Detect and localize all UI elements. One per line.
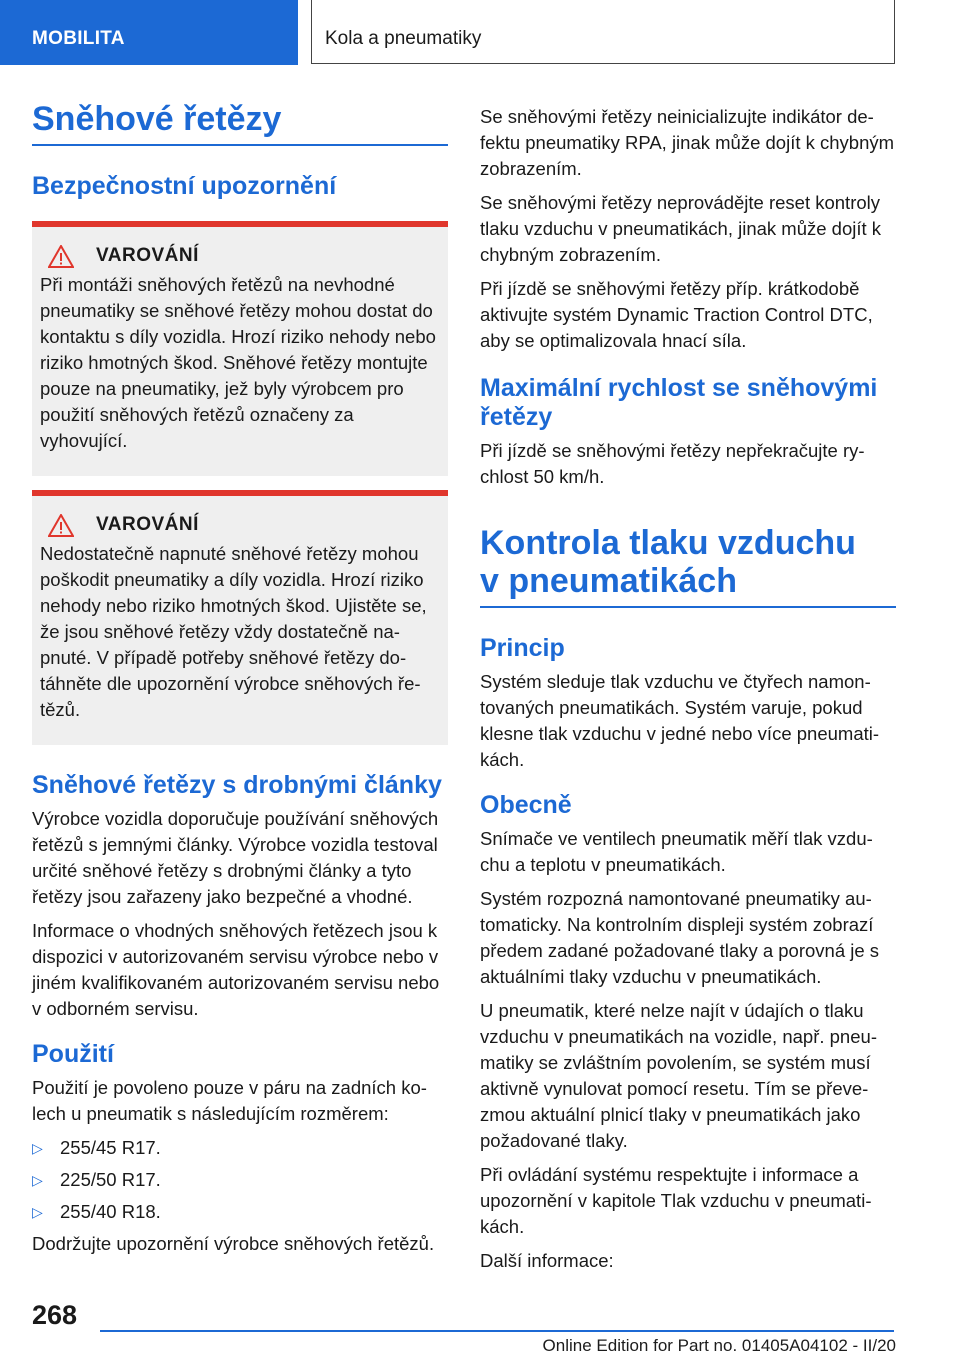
page-title: Sněhové řetězy <box>32 100 282 138</box>
paragraph: Systém rozpozná namontované pneumatiky automaticky. Na kontrolním displeji systém zobrazí předem zadané požadované tlaky a porovná je s aktuálními tlaky vzduchu v pneumatikách. <box>480 887 880 987</box>
warning-icon <box>48 514 74 537</box>
warning-label: VAROVÁNÍ <box>96 514 199 535</box>
fine-chains-heading: Sněhové řetězy s drobnými články <box>32 770 442 799</box>
paragraph: Se sněhovými řetězy neinicializujte indikátor defektu pneumatiky RPA, jinak může dojít k chybným zobrazením. <box>480 106 895 179</box>
paragraph: Výrobce vozidla doporučuje používání sněhových řetězů s jemnými články. Výrobce vozidla testoval určité sněhové řetězy s drobnými články a tyto řetězy jsou zařazeny jako bezpečné a vhodné. <box>32 807 439 907</box>
warning-box <box>32 490 448 745</box>
general-heading: Obecně <box>480 790 572 819</box>
section-label: MOBILITA <box>32 28 125 49</box>
left-column <box>32 100 448 1265</box>
list-item: ▷ 255/45 R17. <box>32 1135 448 1161</box>
chapter-box <box>311 0 895 64</box>
paragraph: Dodržujte upozornění výrobce sněhových řetězů. <box>32 1232 435 1254</box>
footer-rule <box>100 1330 894 1332</box>
max-speed-heading: Maximální rychlost se sněhovými řetězy <box>480 374 878 431</box>
list-item: ▷ 255/40 R18. <box>32 1199 448 1225</box>
warning-text: Nedostatečně napnuté sněhové řetězy mohou poškodit pneumatiky a díly vozidla. Hrozí riziko nehody nebo riziko hmotných škod. Ujistěte se, že jsou sněhové řetězy vždy dostatečně napnuté. V případě potřeby sněhové řetězy dotáhněte dle upozornění výrobce sněhových řetězů. <box>40 542 427 720</box>
use-heading: Použití <box>32 1039 114 1068</box>
safety-heading: Bezpečnostní upozornění <box>32 171 337 200</box>
right-column <box>480 104 896 1282</box>
warning-box <box>32 221 448 476</box>
page-number: 268 <box>32 1300 78 1330</box>
triangle-bullet-icon: ▷ <box>32 1203 43 1220</box>
warning-label: VAROVÁNÍ <box>96 245 199 266</box>
tpm-title <box>480 524 896 600</box>
title-rule <box>32 144 448 146</box>
tpm-title-line: v pneumatikách <box>480 562 737 600</box>
triangle-bullet-icon: ▷ <box>32 1171 43 1188</box>
tpm-rule <box>480 606 896 608</box>
princip-heading: Princip <box>480 633 565 662</box>
paragraph: U pneumatik, které nelze najít v údajích o tlaku vzduchu v pneumatikách na vozidle, např. pneumatiky se zvláštním povolením, se systém musí aktivně vynulovat pomocí resetu. Tím se převezmou aktuální plnicí tlaky v pneumatikách jako požadované tlaky. <box>480 999 877 1151</box>
paragraph: Další informace: <box>480 1249 614 1271</box>
paragraph: Při jízdě se sněhovými řetězy nepřekračujte rychlost 50 km/h. <box>480 440 865 487</box>
triangle-bullet-icon: ▷ <box>32 1139 43 1156</box>
paragraph: Systém sleduje tlak vzduchu ve čtyřech namontovaných pneumatikách. Systém varuje, pokud klesne tlak vzduchu v jedné nebo více pneumatikách. <box>480 670 880 770</box>
warning-text: Při montáži sněhových řetězů na nevhodné pneumatiky se sněhové řetězy mohou dostat do kontaktu s díly vozidla. Hrozí riziko nehody nebo riziko hmotných škod. Sněhové řetězy montujte pouze na pneumatiky, jež byly výrobcem pro použití sněhových řetězů označeny za vyhovující. <box>40 273 436 451</box>
paragraph: Informace o vhodných sněhových řetězech jsou k dispozici v autorizovaném servisu výrobce nebo v jiném kvalifikovaném autorizovaném servisu nebo v odborném servisu. <box>32 919 440 1019</box>
chapter-label: Kola a pneumatiky <box>325 28 482 49</box>
paragraph: Použití je povoleno pouze v páru na zadních kolech u pneumatik s následujícím rozměrem: <box>32 1076 427 1124</box>
paragraph: Při ovládání systému respektujte i informace a upozornění v kapitole Tlak vzduchu v pneumatikách. <box>480 1163 872 1237</box>
paragraph: Při jízdě se sněhovými řetězy příp. krátkodobě aktivujte systém Dynamic Traction Control DTC, aby se optimalizovala hnací síla. <box>480 278 873 351</box>
tire-size-list <box>32 1135 448 1225</box>
paragraph: Snímače ve ventilech pneumatik měří tlak vzduchu a teplotu v pneumatikách. <box>480 827 873 875</box>
warning-icon <box>48 245 74 268</box>
tpm-title-line: Kontrola tlaku vzduchu <box>480 524 856 562</box>
paragraph: Se sněhovými řetězy neprovádějte reset kontroly tlaku vzduchu v pneumatikách, jinak může dojít k chybným zobrazením. <box>480 192 882 265</box>
edition-note: Online Edition for Part no. 01405A04102 - II/20 <box>542 1336 896 1355</box>
section-tab <box>0 0 298 65</box>
list-item: ▷ 225/50 R17. <box>32 1167 448 1193</box>
